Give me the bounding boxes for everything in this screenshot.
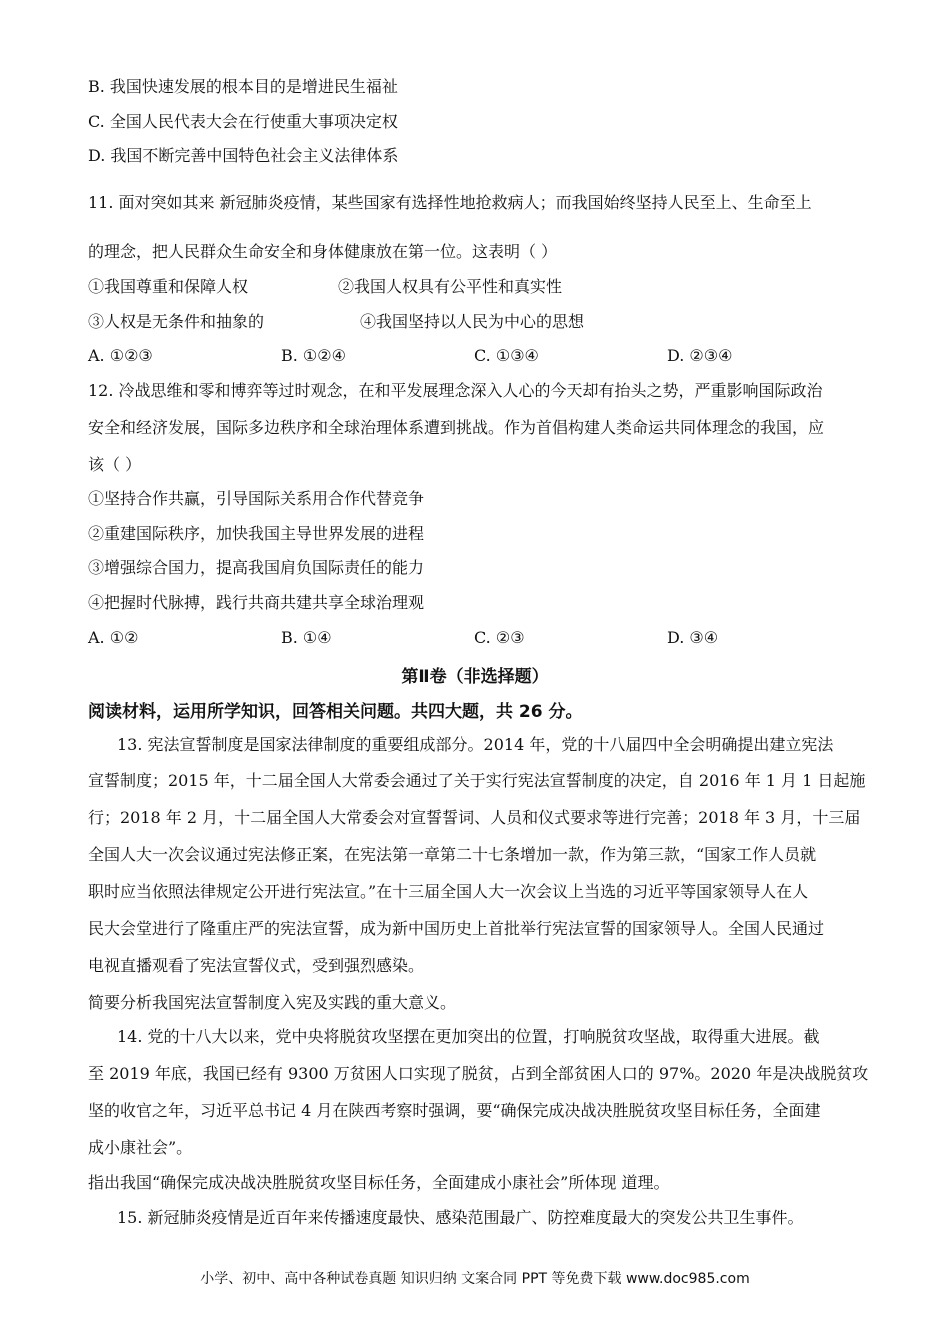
q11-item3: ③人权是无条件和抽象的 xyxy=(88,312,265,331)
q10-option-b: B. 我国快速发展的根本目的是增进民生福祉 xyxy=(88,77,398,96)
q13-question: 简要分析我国宪法宣誓制度入宪及实践的重大意义。 xyxy=(88,993,457,1012)
q13-line4: 全国人大一次会议通过宪法修正案，在宪法第一章第二十七条增加一款，作为第三款，“国家工作人员就 xyxy=(88,845,817,864)
q11-option-a: A. ①②③ xyxy=(88,346,153,365)
q13-line3: 行；2018 年 2 月，十二届全国人大常委会对宣誓誓词、人员和仪式要求等进行完善；2018 年 3 月，十三届 xyxy=(88,808,861,827)
q12-option-c: C. ②③ xyxy=(474,628,525,647)
q11-stem-line2: 的理念，把人民群众生命安全和身体健康放在第一位。这表明（ ） xyxy=(88,242,558,261)
q11-option-c: C. ①③④ xyxy=(474,346,539,365)
q12-item4: ④把握时代脉搏，践行共商共建共享全球治理观 xyxy=(88,593,425,612)
q14-line1: 14. 党的十八大以来，党中央将脱贫攻坚摆在更加突出的位置，打响脱贫攻坚战，取得重大进展。截 xyxy=(117,1027,820,1046)
page-footer: 小学、初中、高中各种试卷真题 知识归纳 文案合同 PPT 等免费下载 www.doc985.com xyxy=(200,1271,750,1287)
section-title: 第Ⅱ卷（非选择题） xyxy=(401,667,549,687)
q12-stem-line1: 12. 冷战思维和零和博弈等过时观念，在和平发展理念深入人心的今天却有抬头之势，严重影响国际政治 xyxy=(88,381,823,400)
q11-item2: ②我国人权具有公平性和真实性 xyxy=(338,277,563,296)
q14-line4: 成小康社会”。 xyxy=(88,1138,193,1157)
q10-option-c: C. 全国人民代表大会在行使重大事项决定权 xyxy=(88,112,398,131)
q12-stem-line3: 该（ ） xyxy=(88,455,142,474)
q14-line3: 坚的收官之年，习近平总书记 4 月在陕西考察时强调，要“确保完成决战决胜脱贫攻坚目标任务，全面建 xyxy=(88,1101,821,1120)
q12-item2: ②重建国际秩序，加快我国主导世界发展的进程 xyxy=(88,524,425,543)
q15-line1: 15. 新冠肺炎疫情是近百年来传播速度最快、感染范围最广、防控难度最大的突发公共卫生事件。 xyxy=(117,1208,804,1227)
q13-line1: 13. 宪法宣誓制度是国家法律制度的重要组成部分。2014 年，党的十八届四中全会明确提出建立宪法 xyxy=(117,735,834,754)
q11-item1: ①我国尊重和保障人权 xyxy=(88,277,249,296)
q13-line7: 电视直播观看了宪法宣誓仪式，受到强烈感染。 xyxy=(88,956,425,975)
q11-item4: ④我国坚持以人民为中心的思想 xyxy=(360,312,585,331)
q10-option-d: D. 我国不断完善中国特色社会主义法律体系 xyxy=(88,146,399,165)
q14-line2: 至 2019 年底，我国已经有 9300 万贫困人口实现了脱贫，占到全部贫困人口的 97%。2020 年是决战脱贫攻 xyxy=(88,1064,869,1083)
q12-option-a: A. ①② xyxy=(88,628,139,647)
q12-option-d: D. ③④ xyxy=(667,628,719,647)
q14-question: 指出我国“确保完成决战决胜脱贫攻坚目标任务，全面建成小康社会”所体现 道理。 xyxy=(88,1173,670,1192)
q11-option-b: B. ①②④ xyxy=(281,346,346,365)
q12-option-b: B. ①④ xyxy=(281,628,332,647)
q13-line6: 民大会堂进行了隆重庄严的宪法宣誓，成为新中国历史上首批举行宪法宣誓的国家领导人。全国人民通过 xyxy=(88,919,825,938)
q12-item3: ③增强综合国力，提高我国肩负国际责任的能力 xyxy=(88,558,425,577)
q12-item1: ①坚持合作共赢，引导国际关系用合作代替竞争 xyxy=(88,489,425,508)
q13-line2: 宣誓制度；2015 年，十二届全国人大常委会通过了关于实行宪法宣誓制度的决定，自 2016 年 1 月 1 日起施 xyxy=(88,771,866,790)
q12-stem-line2: 安全和经济发展，国际多边秩序和全球治理体系遭到挑战。作为首倡构建人类命运共同体理念的我国，应 xyxy=(88,418,825,437)
q11-stem-line1: 11. 面对突如其来 新冠肺炎疫情，某些国家有选择性地抢救病人；而我国始终坚持人民至上、生命至上 xyxy=(88,193,812,212)
section-instruction: 阅读材料，运用所学知识，回答相关问题。共四大题，共 26 分。 xyxy=(88,702,583,722)
q11-option-d: D. ②③④ xyxy=(667,346,733,365)
q13-line5: 职时应当依照法律规定公开进行宪法宣。”在十三届全国人大一次会议上当选的习近平等国家领导人在人 xyxy=(88,882,809,901)
